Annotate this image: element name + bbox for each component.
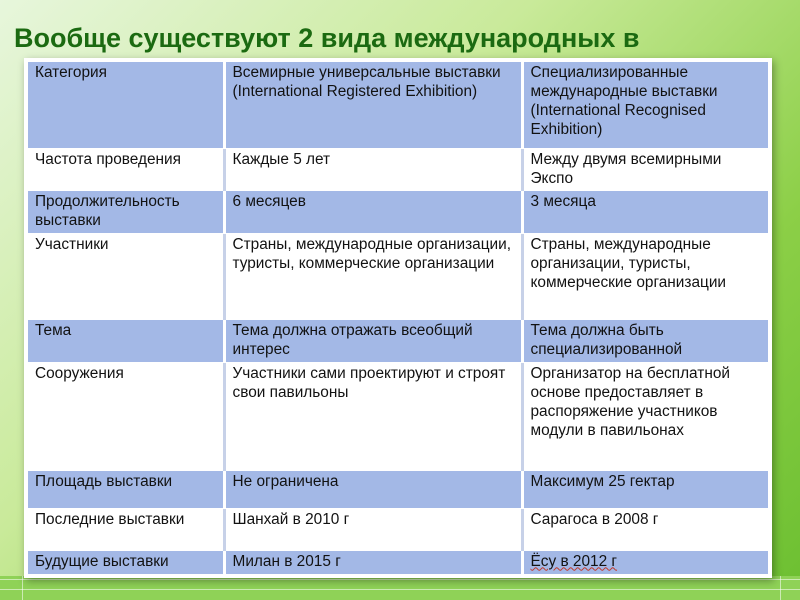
- table-row: [28, 550, 768, 574]
- grid-line: [0, 579, 800, 580]
- specialized-expo-cell: Между двумя всемирными Экспо: [522, 148, 768, 190]
- grid-line: [22, 576, 23, 600]
- universal-expo-cell: Страны, международные организации, туристы, коммерческие организации: [224, 233, 522, 319]
- comparison-table: [28, 62, 768, 575]
- universal-expo-cell: Участники сами проектируют и строят свои павильоны: [224, 362, 522, 470]
- row-label: Частота проведения: [28, 148, 224, 190]
- specialized-expo-cell: 3 месяца: [522, 190, 768, 233]
- row-label: Участники: [28, 233, 224, 319]
- table-row: [28, 190, 768, 233]
- universal-expo-cell: 6 месяцев: [224, 190, 522, 233]
- misspelling-mark: Ёсу в 2012 г: [530, 552, 618, 570]
- table-row: [28, 319, 768, 362]
- row-label: Продолжительность выставки: [28, 190, 224, 233]
- decorative-grid: [0, 576, 800, 600]
- row-label: Последние выставки: [28, 508, 224, 550]
- table-row: [28, 233, 768, 319]
- grid-line: [780, 576, 781, 600]
- specialized-expo-cell: Максимум 25 гектар: [522, 470, 768, 508]
- row-label: Сооружения: [28, 362, 224, 470]
- slide-title: Вообще существуют 2 вида международных в: [14, 23, 640, 53]
- universal-expo-cell: Каждые 5 лет: [224, 148, 522, 190]
- specialized-expo-cell: [522, 550, 768, 574]
- specialized-expo-cell: Сарагоса в 2008 г: [522, 508, 768, 550]
- specialized-expo-cell: Тема должна быть специализированной: [522, 319, 768, 362]
- specialized-expo-cell: Специализированные международные выставки (International Recognised Exhibition): [522, 62, 768, 148]
- universal-expo-cell: Тема должна отражать всеобщий интерес: [224, 319, 522, 362]
- specialized-expo-cell: Страны, международные организации, туристы, коммерческие организации: [522, 233, 768, 319]
- table-row: [28, 470, 768, 508]
- row-label: Тема: [28, 319, 224, 362]
- universal-expo-cell: Милан в 2015 г: [224, 550, 522, 574]
- table-row: [28, 508, 768, 550]
- grid-line: [0, 589, 800, 590]
- row-label: Категория: [28, 62, 224, 148]
- universal-expo-cell: Шанхай в 2010 г: [224, 508, 522, 550]
- row-label: Площадь выставки: [28, 470, 224, 508]
- specialized-expo-cell: Организатор на бесплатной основе предоставляет в распоряжение участников модули в павильонах: [522, 362, 768, 470]
- table-row: [28, 62, 768, 148]
- universal-expo-cell: Всемирные универсальные выставки (International Registered Exhibition): [224, 62, 522, 148]
- row-label: Будущие выставки: [28, 550, 224, 574]
- universal-expo-cell: Не ограничена: [224, 470, 522, 508]
- table-row: [28, 362, 768, 470]
- table-row: [28, 148, 768, 190]
